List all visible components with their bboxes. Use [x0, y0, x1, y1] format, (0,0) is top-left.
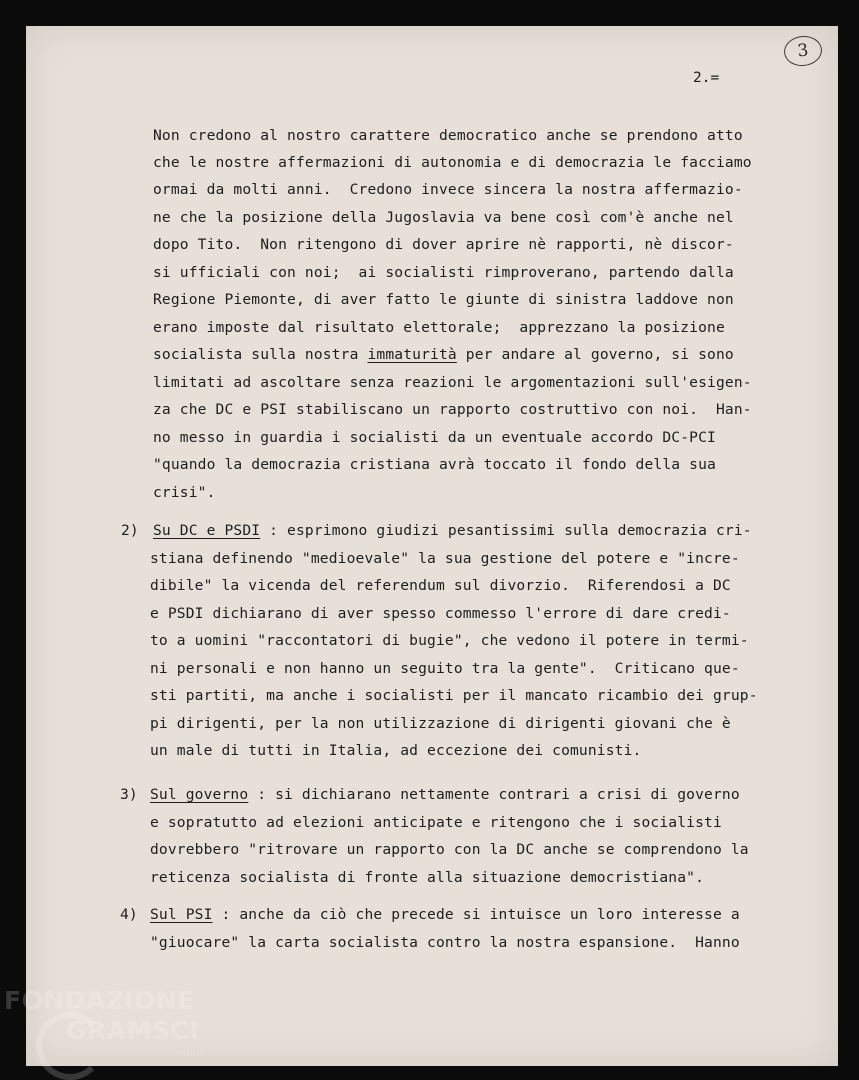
text-line: to a uomini "raccontatori di bugie", che vedono il potere in termi- — [150, 632, 749, 649]
text-line: Non credono al nostro carattere democratico anche se prendono atto — [153, 127, 743, 144]
text-line: "giuocare" la carta socialista contro la nostra espansione. Hanno — [150, 934, 740, 951]
text-line: pi dirigenti, per la non utilizzazione di dirigenti giovani che è — [150, 715, 731, 732]
text-segment: : si dichiarano nettamente contrari a crisi di governo — [248, 786, 740, 803]
text-segment: : anche da ciò che precede si intuisce un loro interesse a — [212, 906, 740, 923]
text-line: dovrebbero "ritrovare un rapporto con la DC anche se comprendono la — [150, 841, 749, 858]
text-line — [153, 521, 752, 541]
text-line: "quando la democrazia cristiana avrà toccato il fondo della sua — [153, 456, 716, 473]
item-heading: Su DC e PSDI — [153, 522, 261, 539]
text-segment: socialista sulla nostra — [153, 346, 368, 363]
text-line: no messo in guardia i socialisti da un eventuale accordo DC-PCI — [153, 429, 716, 446]
text-line: e PSDI dichiarano di aver spesso commesso l'errore di dare credi- — [150, 605, 731, 622]
text-line: che le nostre affermazioni di autonomia e di democrazia le facciamo — [153, 154, 752, 171]
text-line — [153, 345, 734, 365]
item-heading: Sul governo — [150, 786, 249, 803]
text-line: dopo Tito. Non ritengono di dover aprire nè rapporti, nè discor- — [153, 236, 734, 253]
fondazione-gramsci-watermark — [4, 986, 224, 1076]
text-line: reticenza socialista di fronte alla situazione democristiana". — [150, 869, 705, 886]
text-line: limitati ad ascoltare senza reazioni le argomentazioni sull'esigen- — [153, 374, 752, 391]
page-number: 2.= — [693, 70, 720, 86]
item-number: 2) — [121, 522, 139, 539]
text-line: ormai da molti anni. Credono invece sincera la nostra affermazio- — [153, 181, 743, 198]
text-segment: per andare al governo, si sono — [456, 346, 734, 363]
item-number: 4) — [120, 906, 138, 923]
text-line: stiana definendo "medioevale" la sua gestione del potere e "incre- — [150, 550, 740, 567]
text-line — [150, 785, 740, 805]
watermark-suffix: onlus — [176, 1046, 206, 1059]
text-line: e sopratutto ad elezioni anticipate e ritengono che i socialisti — [150, 814, 722, 831]
text-line: crisi". — [153, 484, 216, 501]
text-segment: : esprimono giudizi pesantissimi sulla democrazia cri- — [260, 522, 752, 539]
underlined-word: immaturità — [367, 346, 457, 363]
watermark-line2: GRAMSCI — [66, 1016, 200, 1045]
text-line: Regione Piemonte, di aver fatto le giunte di sinistra laddove non — [153, 291, 734, 308]
text-line: dibile" la vicenda del referendum sul divorzio. Riferendosi a DC — [150, 577, 731, 594]
text-line: ne che la posizione della Jugoslavia va bene così com'è anche nel — [153, 209, 734, 226]
item-heading: Sul PSI — [150, 906, 213, 923]
watermark-line1: FONDAZIONE — [4, 986, 196, 1015]
text-line: erano imposte dal risultato elettorale; apprezzano la posizione — [153, 319, 725, 336]
text-line: ni personali e non hanno un seguito tra la gente". Criticano que- — [150, 660, 740, 677]
text-line: sti partiti, ma anche i socialisti per il mancato ricambio dei grup- — [150, 687, 758, 704]
archive-number-circle: 3 — [783, 34, 824, 68]
text-line: si ufficiali con noi; ai socialisti rimproverano, partendo dalla — [153, 264, 734, 281]
text-line: un male di tutti in Italia, ad eccezione dei comunisti. — [150, 742, 642, 759]
item-number: 3) — [120, 786, 138, 803]
text-line — [150, 905, 740, 925]
text-line: za che DC e PSI stabiliscano un rapporto costruttivo con noi. Han- — [153, 401, 752, 418]
